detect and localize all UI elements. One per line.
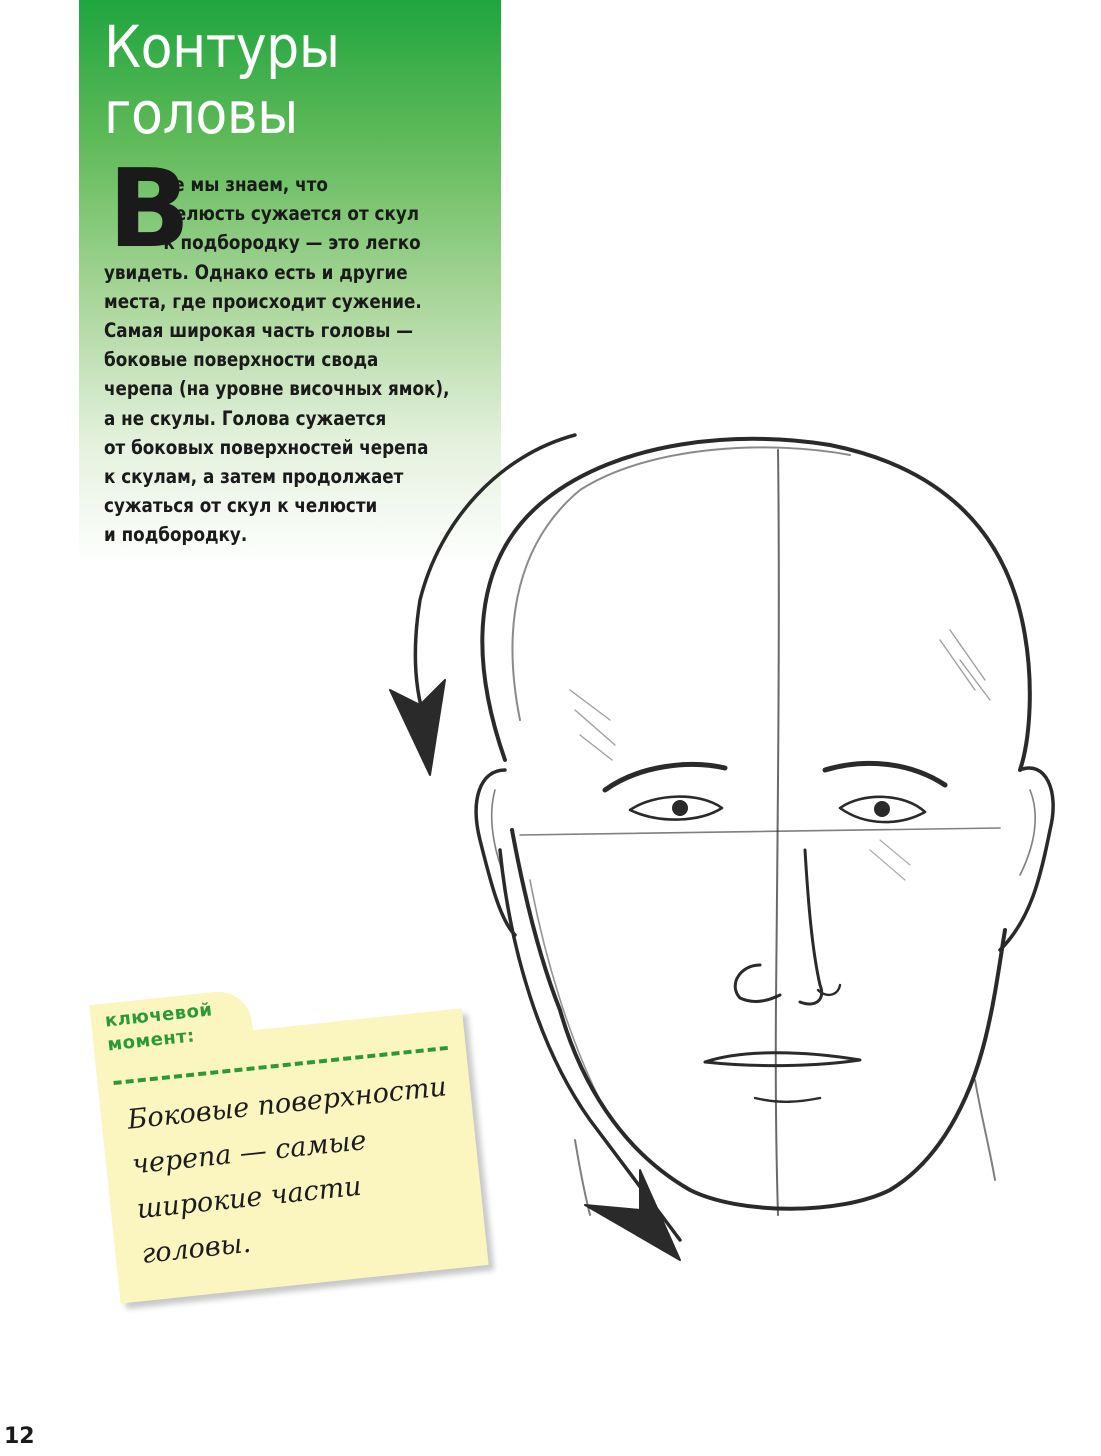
page-number: 12 (4, 1424, 35, 1449)
curve-arrow-bottom-head (585, 1170, 680, 1260)
intro-line: челюсть сужается от скул (163, 202, 420, 226)
intro-line: Самая широкая часть головы — (104, 319, 414, 343)
note-text-line: широкие части (135, 1170, 363, 1226)
head-outline (482, 439, 1029, 770)
note-text-line: головы. (140, 1227, 253, 1270)
mouth (705, 1053, 860, 1066)
left-eyebrow (605, 764, 725, 790)
right-eyebrow (825, 763, 945, 785)
note-text-line: черепа — самые (130, 1125, 368, 1181)
key-moment-note (89, 966, 488, 1303)
eye-guide-line (520, 828, 1000, 835)
note-label-line-2: момент: (106, 1025, 196, 1056)
intro-line: к скулам, а затем продолжает (104, 465, 404, 489)
intro-line: а не скулы. Голова сужается (104, 406, 387, 430)
intro-line: к подбородку — это легко (163, 231, 421, 255)
intro-line: черепа (на уровне височных ямок), (104, 377, 450, 401)
jaw-outline (512, 830, 1005, 1209)
title-line-1: Контуры (104, 13, 340, 81)
intro-line: увидеть. Однако есть и другие (104, 260, 408, 284)
intro-line: места, где происходит сужение. (104, 289, 422, 313)
nose (735, 850, 821, 1004)
title-line-2: головы (104, 79, 298, 147)
note-label-line-1: ключевой (103, 999, 214, 1032)
drop-cap: В (108, 147, 191, 272)
intro-line: се мы знаем, что (163, 173, 328, 196)
note-text (125, 1063, 472, 1277)
intro-line: и подбородку. (104, 523, 248, 547)
intro-line: сужаться от скул к челюсти (104, 494, 378, 518)
curve-arrow-top (415, 435, 575, 720)
intro-line: от боковых поверхностей черепа (104, 435, 429, 459)
note-text-line: Боковые поверхности (125, 1071, 449, 1136)
intro-line: боковые поверхности свода (104, 348, 379, 372)
